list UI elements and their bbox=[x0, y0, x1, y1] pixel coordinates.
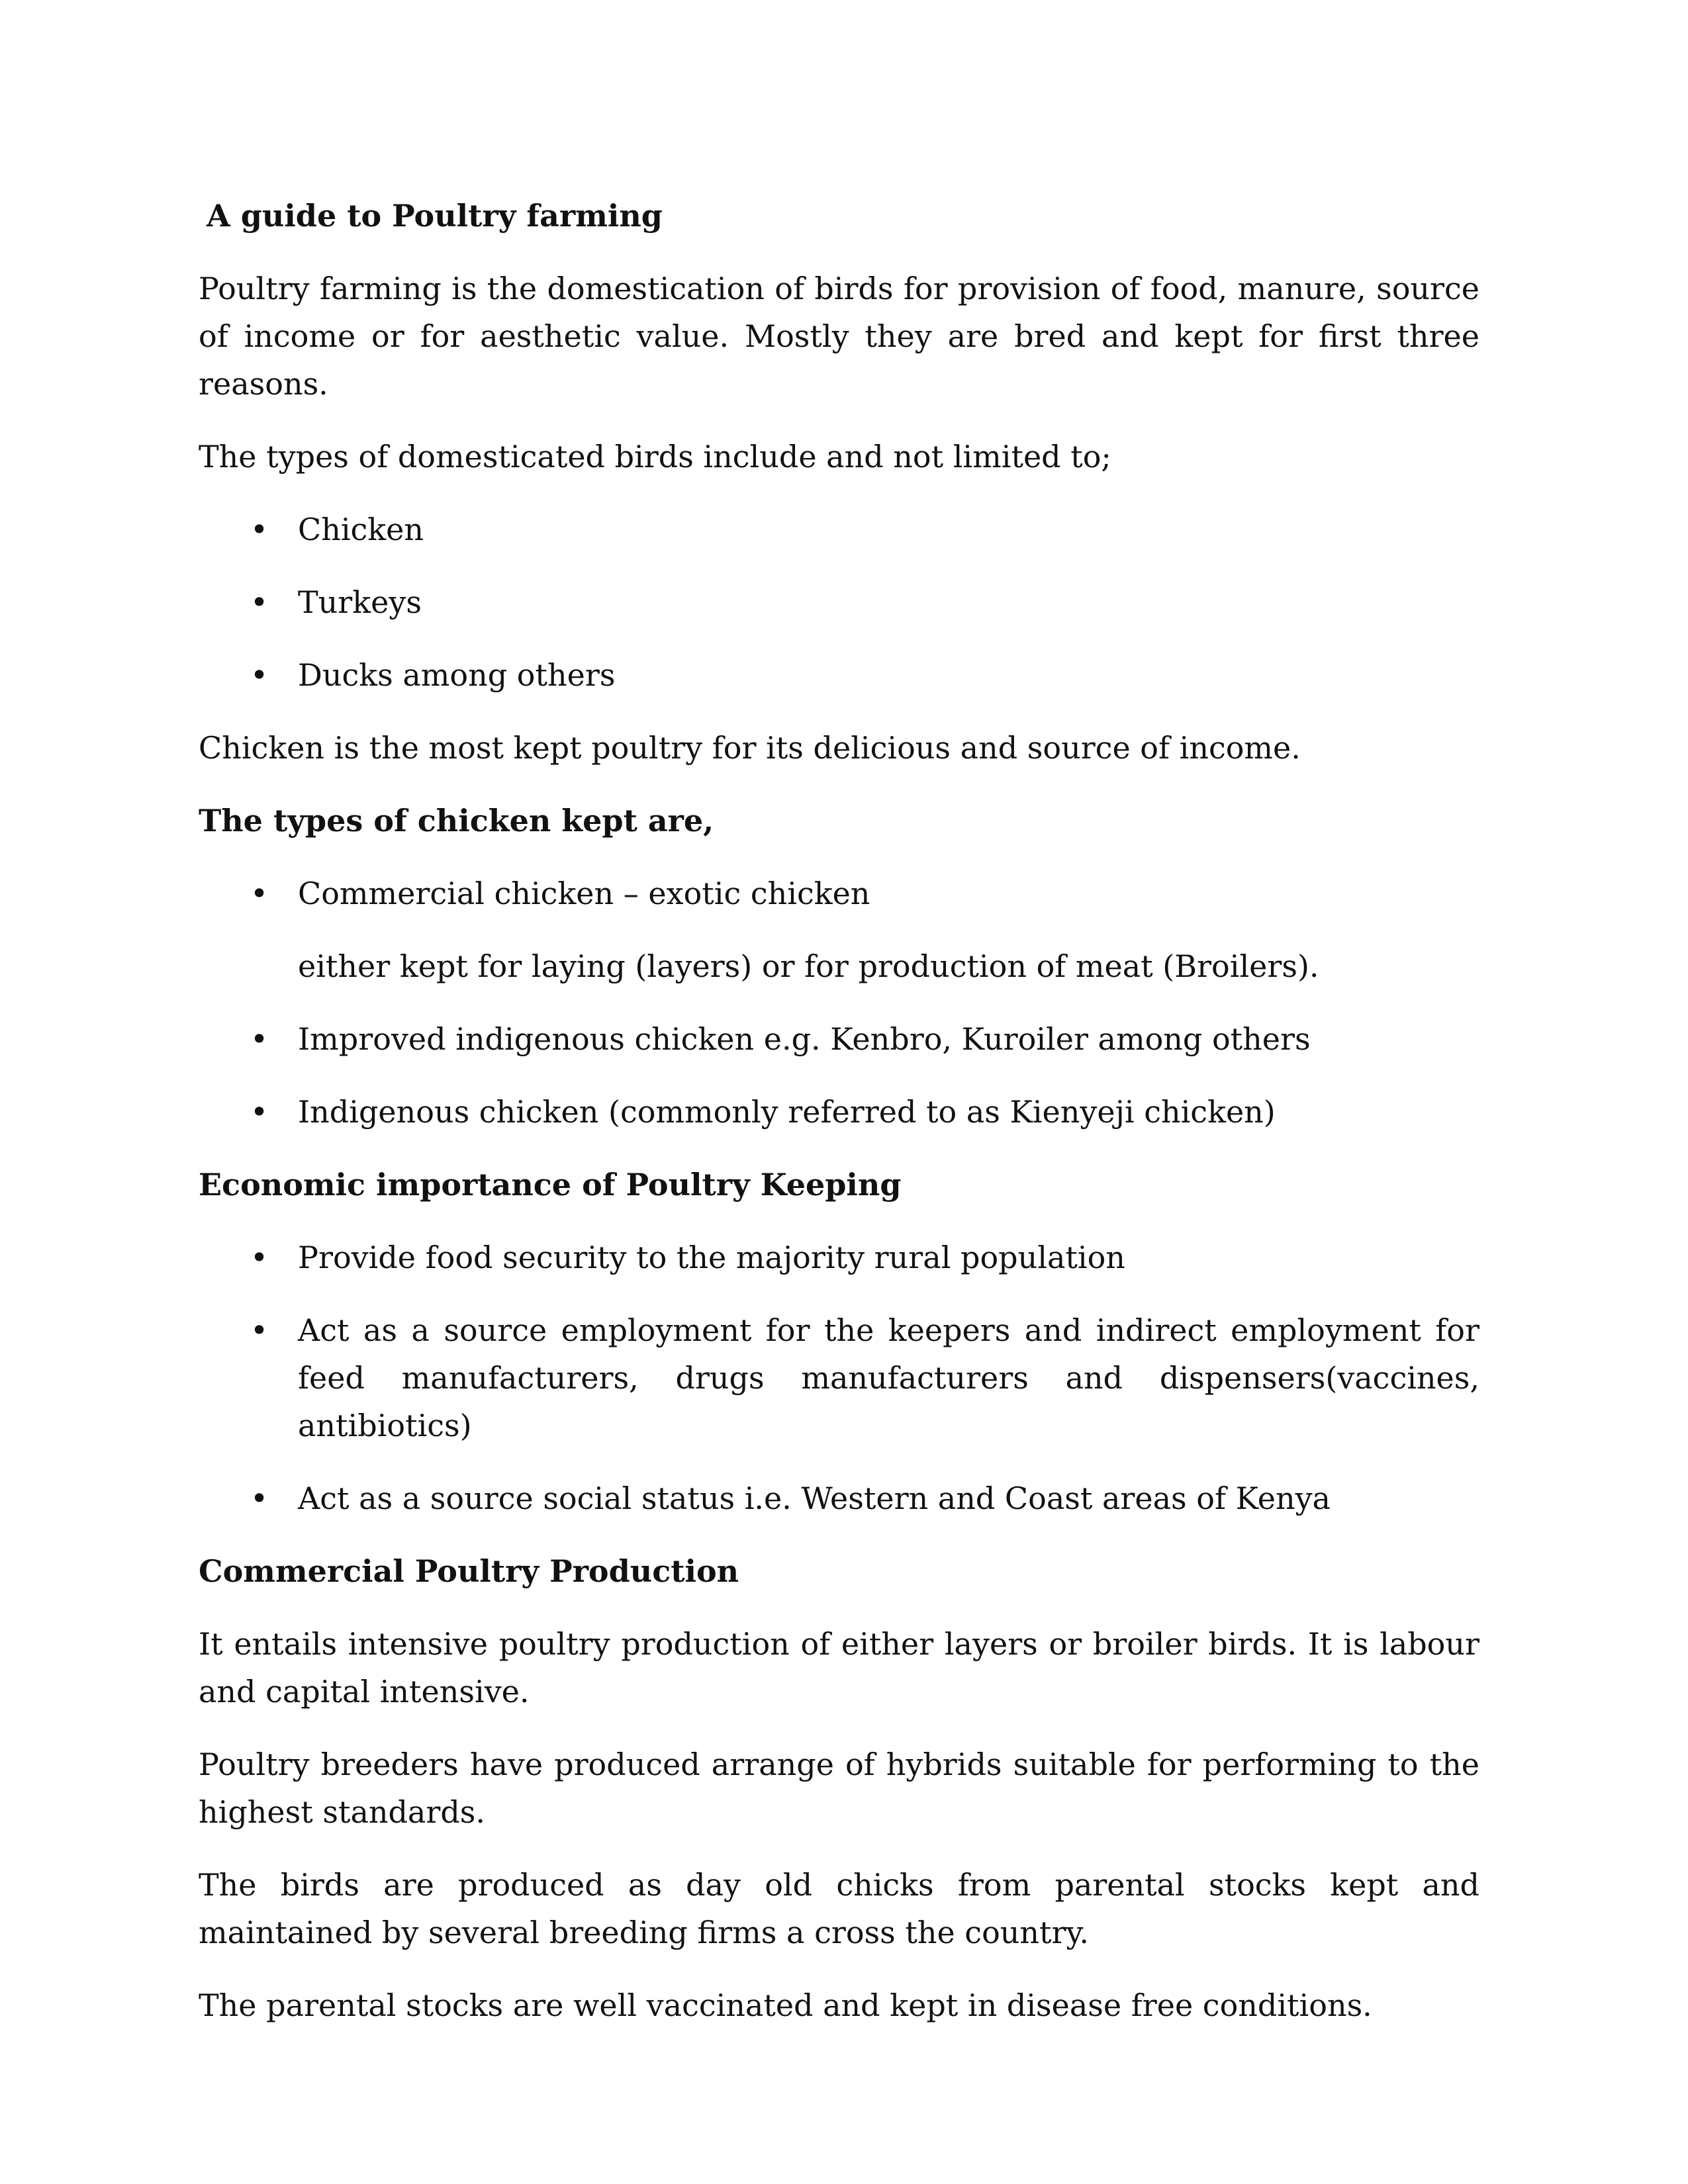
commercial-chicken-note: either kept for laying (layers) or for production of meat (Broilers). bbox=[298, 948, 1319, 984]
intro-paragraph: Poultry farming is the domestication of birds for provision of food, manure, source of income or for aesthetic value. Mostly they are bred and kept for first three reasons. bbox=[199, 271, 1479, 402]
list-item bbox=[199, 578, 1479, 626]
list-item bbox=[199, 1015, 1479, 1063]
commercial-paragraph: Poultry breeders have produced arrange of hybrids suitable for performing to the highest standards. bbox=[199, 1747, 1479, 1830]
bullet-icon: • bbox=[250, 1094, 269, 1130]
commercial-paragraph: The birds are produced as day old chicks from parental stocks kept and maintained by several breeding firms a cross the country. bbox=[199, 1867, 1479, 1950]
bullet-icon: • bbox=[250, 1312, 269, 1348]
list-item-text: Ducks among others bbox=[298, 657, 616, 693]
list-item bbox=[199, 1088, 1479, 1136]
document-body bbox=[199, 192, 1479, 2054]
chicken-types-heading: The types of chicken kept are, bbox=[199, 803, 714, 839]
list-item-text: Provide food security to the majority rural population bbox=[298, 1240, 1125, 1275]
bullet-icon: • bbox=[250, 584, 269, 620]
commercial-paragraph: It entails intensive poultry production of either layers or broiler birds. It is labour and capital intensive. bbox=[199, 1626, 1479, 1709]
chicken-note: Chicken is the most kept poultry for its delicious and source of income. bbox=[199, 730, 1301, 766]
list-item-text: Act as a source social status i.e. Western and Coast areas of Kenya bbox=[298, 1480, 1331, 1516]
economic-points-list bbox=[199, 1234, 1479, 1522]
commercial-heading: Commercial Poultry Production bbox=[199, 1553, 739, 1589]
list-item bbox=[199, 1234, 1479, 1281]
list-item-text: Chicken bbox=[298, 512, 424, 547]
list-item-text: Improved indigenous chicken e.g. Kenbro, Kuroiler among others bbox=[298, 1021, 1311, 1057]
bullet-icon: • bbox=[250, 1240, 269, 1275]
list-item-text: Act as a source employment for the keepers and indirect employment for feed manufacturers, drugs manufacturers and dispensers(vaccines, antibiotics) bbox=[298, 1312, 1479, 1443]
list-item bbox=[199, 870, 1479, 917]
bird-types-list bbox=[199, 506, 1479, 699]
chicken-types-list-commercial bbox=[199, 870, 1479, 917]
list-item bbox=[199, 651, 1479, 699]
bullet-icon: • bbox=[250, 657, 269, 693]
list-item bbox=[199, 1475, 1479, 1522]
commercial-paragraph: The parental stocks are well vaccinated and kept in disease free conditions. bbox=[199, 1987, 1372, 2023]
list-item-text: Turkeys bbox=[298, 584, 422, 620]
bullet-icon: • bbox=[250, 876, 269, 911]
bullet-icon: • bbox=[250, 1021, 269, 1057]
chicken-types-list-other bbox=[199, 1015, 1479, 1136]
list-item bbox=[199, 506, 1479, 553]
bullet-icon: • bbox=[250, 1480, 269, 1516]
list-item-text: Commercial chicken – exotic chicken bbox=[298, 876, 870, 911]
list-item-text: Indigenous chicken (commonly referred to as Kienyeji chicken) bbox=[298, 1094, 1276, 1130]
bird-types-lead: The types of domesticated birds include and not limited to; bbox=[199, 439, 1111, 475]
economic-heading: Economic importance of Poultry Keeping bbox=[199, 1167, 902, 1203]
document-title: A guide to Poultry farming bbox=[207, 198, 663, 234]
list-item bbox=[199, 1306, 1479, 1449]
bullet-icon: • bbox=[250, 512, 269, 547]
